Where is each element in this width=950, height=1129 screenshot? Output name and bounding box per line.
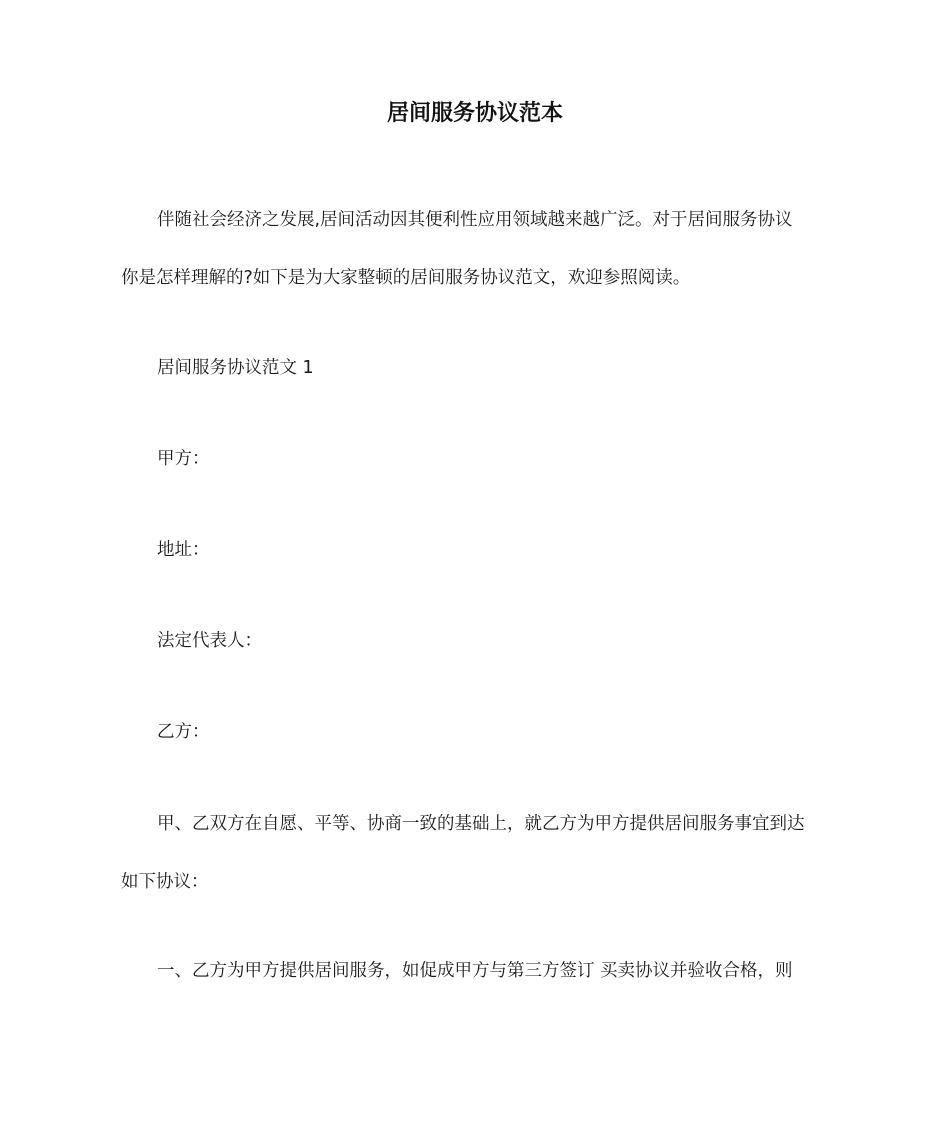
intro-line-2: 你是怎样理解的?如下是为大家整顿的居间服务协议范文，欢迎参照阅读。 — [121, 268, 691, 288]
clause-1-line-1: 一、乙方为甲方提供居间服务，如促成甲方与第三方签订 买卖协议并验收合格，则 — [157, 961, 793, 981]
agreement-line-2: 如下协议： — [121, 872, 209, 892]
agreement-line-1: 甲、乙双方在自愿、平等、协商一致的基础上，就乙方为甲方提供居间服务事宜到达 — [157, 814, 805, 834]
legal-representative-field: 法定代表人： — [157, 631, 262, 651]
clause-1-paragraph — [121, 942, 833, 1000]
party-a-field: 甲方： — [157, 449, 210, 469]
intro-paragraph — [121, 191, 833, 307]
party-b-field: 乙方： — [157, 722, 210, 742]
address-field: 地址： — [157, 540, 210, 560]
agreement-paragraph — [121, 795, 833, 911]
intro-line-1: 伴随社会经济之发展,居间活动因其便利性应用领域越来越广泛。对于居间服务协议 — [157, 210, 793, 230]
document-title: 居间服务协议范本 — [386, 101, 563, 126]
section-heading: 居间服务协议范文 1 — [157, 358, 314, 378]
